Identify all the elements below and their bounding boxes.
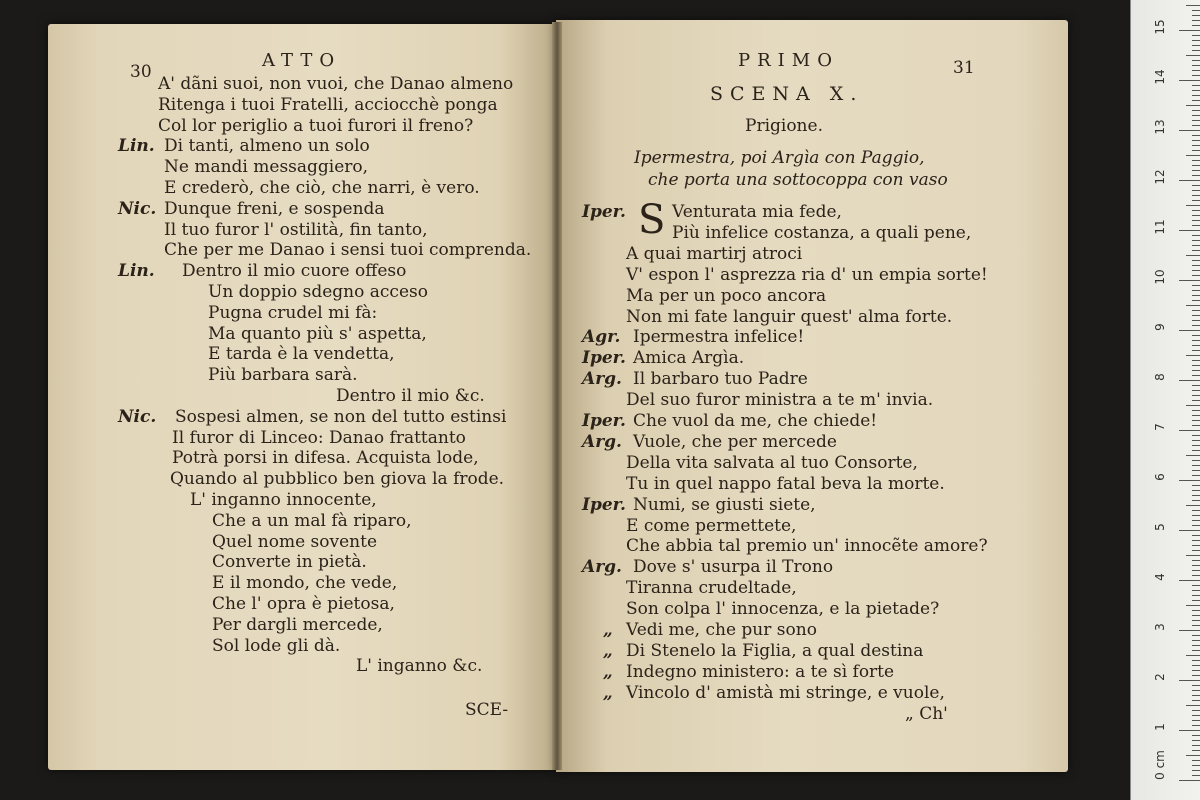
speaker-label: Lin. [118,136,155,157]
ruler-tick [1192,610,1200,611]
ruler-tick [1179,80,1200,81]
stage-direction-2: che porta una sottocoppa con vaso [648,170,948,190]
ruler-tick [1186,155,1200,156]
ruler-label: 14 [1153,69,1167,85]
ruler-tick [1192,460,1200,461]
verse-line: Di Stenelo la Figlia, a qual destina [626,640,924,661]
verse-line: E come permettete, [626,515,797,536]
ruler-tick [1192,550,1200,551]
right-catchword: „ Ch' [905,704,948,724]
ruler-tick [1186,755,1200,756]
ruler-tick [1192,395,1200,396]
verse-line: Dentro il mio cuore offeso [182,261,407,282]
ruler-label: 7 [1153,423,1167,431]
verse-line: Della vita salvata al tuo Consorte, [626,452,918,473]
ruler-tick [1192,445,1200,446]
ruler-label: 3 [1153,623,1167,631]
verse-line: Tu in quel nappo fatal beva la morte. [626,473,945,494]
verse-line: Vuole, che per mercede [633,431,837,452]
verse-line: Son colpa l' innocenza, e la pietade? [626,599,940,620]
verse-line: Venturata mia fede, [672,202,842,222]
ruler-tick [1192,160,1200,161]
ruler-tick [1192,245,1200,246]
ruler-label: 11 [1153,219,1167,235]
ruler-tick [1192,190,1200,191]
ruler-tick [1192,335,1200,336]
ruler-tick [1192,665,1200,666]
ruler-tick [1192,510,1200,511]
verse-line: Ne mandi messaggiero, [164,157,369,178]
verse-line: Converte in pietà. [212,552,367,573]
ruler-tick [1192,715,1200,716]
left-page-number: 30 [130,62,152,82]
ruler-tick [1192,50,1200,51]
ruler-tick [1179,180,1200,181]
book-gutter [552,22,562,770]
speaker-label: „ [603,661,613,682]
ruler-tick [1192,270,1200,271]
verse-line: E tarda è la vendetta, [208,344,395,365]
ruler-tick [1192,200,1200,201]
ruler-tick [1186,555,1200,556]
ruler-label: 6 [1153,473,1167,481]
ruler-tick [1192,425,1200,426]
verse-line: Ipermestra infelice! [633,327,805,348]
speaker-label: Arg. [582,431,622,452]
ruler-tick [1192,85,1200,86]
ruler-tick [1186,5,1200,6]
ruler-tick [1192,170,1200,171]
ruler-tick [1192,440,1200,441]
ruler-tick [1192,265,1200,266]
verse-line: L' inganno &c. [356,656,483,677]
ruler-tick [1186,55,1200,56]
ruler-label: 1 [1153,723,1167,731]
ruler-tick [1192,210,1200,211]
ruler-tick [1192,250,1200,251]
ruler-tick [1179,330,1200,331]
ruler-tick [1192,215,1200,216]
ruler-tick [1192,290,1200,291]
ruler-tick [1192,60,1200,61]
ruler-tick [1192,710,1200,711]
ruler-tick [1192,740,1200,741]
verse-line: L' inganno innocente, [190,490,377,510]
ruler-tick [1192,150,1200,151]
ruler-tick [1192,720,1200,721]
ruler-tick [1192,185,1200,186]
ruler-label: 8 [1153,373,1167,381]
ruler-tick [1192,320,1200,321]
left-catchword: SCE- [465,700,509,720]
scene-title: SCENA X. [710,83,864,105]
ruler-tick [1192,660,1200,661]
verse-line: Vincolo d' amistà mi stringe, e vuole, [626,682,945,703]
ruler-tick [1192,20,1200,21]
ruler-tick [1192,285,1200,286]
drop-cap: S [638,197,666,243]
ruler-tick [1192,500,1200,501]
ruler-tick [1192,635,1200,636]
verse-line: Il barbaro tuo Padre [633,369,808,390]
verse-line: Indegno ministero: a te sì forte [626,661,895,682]
ruler-tick [1179,230,1200,231]
ruler-tick [1192,295,1200,296]
verse-line: Che vuol da me, che chiede! [633,411,878,431]
verse-line: Amica Argìa. [633,348,745,369]
ruler-label: 13 [1153,119,1167,135]
verse-line: Dentro il mio &c. [336,386,485,406]
ruler-tick [1192,110,1200,111]
ruler-tick [1192,700,1200,701]
ruler-tick [1192,390,1200,391]
ruler-tick [1192,540,1200,541]
ruler-tick [1192,45,1200,46]
speaker-label: Agr. [582,327,621,348]
ruler-tick [1192,125,1200,126]
ruler-tick [1192,315,1200,316]
speaker-label: Iper. [582,348,626,369]
ruler-tick [1192,220,1200,221]
ruler-tick [1179,730,1200,731]
ruler-tick [1192,650,1200,651]
ruler-label: 0 cm [1153,750,1167,780]
ruler-tick [1192,25,1200,26]
ruler-tick [1192,365,1200,366]
ruler-tick [1179,480,1200,481]
ruler-label: 15 [1153,19,1167,35]
ruler-tick [1192,415,1200,416]
ruler-tick [1192,235,1200,236]
verse-line: Sospesi almen, se non del tutto estinsi [175,406,507,427]
verse-line: Non mi fate languir quest' alma forte. [626,306,953,327]
scene-setting: Prigione. [745,116,823,136]
ruler-tick [1192,165,1200,166]
verse-line: Quel nome sovente [212,531,378,552]
ruler-tick [1192,75,1200,76]
verse-line: V' espon l' asprezza ria d' un empia sorte! [626,264,988,285]
ruler-tick [1192,435,1200,436]
ruler-tick [1192,450,1200,451]
ruler-tick [1192,570,1200,571]
ruler-label: 12 [1153,169,1167,185]
ruler-tick [1186,505,1200,506]
ruler-tick [1192,175,1200,176]
ruler-tick [1192,385,1200,386]
ruler-tick [1192,325,1200,326]
ruler-tick [1192,225,1200,226]
ruler-tick [1192,10,1200,11]
ruler-tick [1179,680,1200,681]
ruler-tick [1179,530,1200,531]
ruler-tick [1179,280,1200,281]
ruler-tick [1192,520,1200,521]
ruler-tick [1192,100,1200,101]
verse-line: Tiranna crudeltade, [626,578,797,599]
ruler-tick [1192,465,1200,466]
ruler-tick [1192,420,1200,421]
ruler-tick [1192,345,1200,346]
verse-line: Che abbia tal premio un' innocẽte amore? [626,536,988,557]
ruler-tick [1192,65,1200,66]
speaker-label: Iper. [582,494,626,515]
verse-line: Più barbara sarà. [208,365,358,386]
verse-line: Che a un mal fà riparo, [212,510,412,531]
speaker-label: „ [603,640,613,661]
ruler-tick [1192,590,1200,591]
ruler-tick [1192,370,1200,371]
speaker-label: Iper. [582,411,626,431]
verse-line: Il tuo furor l' ostilità, fin tanto, [164,219,428,240]
ruler-tick [1186,255,1200,256]
verse-line: Ma per un poco ancora [626,285,827,306]
ruler-tick [1186,305,1200,306]
ruler-tick [1192,300,1200,301]
ruler-tick [1192,545,1200,546]
verse-line: Di tanti, almeno un solo [164,136,370,157]
ruler-tick [1192,195,1200,196]
verse-line: Dove s' usurpa il Trono [633,557,834,578]
ruler-tick [1192,725,1200,726]
ruler-tick [1192,475,1200,476]
speaker-label: „ [603,682,613,703]
ruler-tick [1192,675,1200,676]
ruler-tick [1192,120,1200,121]
ruler-tick [1192,625,1200,626]
ruler-tick [1192,90,1200,91]
ruler-tick [1192,645,1200,646]
speaker-label: „ [603,620,613,640]
ruler-tick [1192,535,1200,536]
ruler-label: 4 [1153,573,1167,581]
ruler-tick [1179,130,1200,131]
ruler-tick [1192,70,1200,71]
ruler-tick [1192,695,1200,696]
right-running-head: PRIMO [738,50,839,71]
ruler-label: 10 [1153,269,1167,285]
ruler-tick [1179,630,1200,631]
ruler-tick [1186,705,1200,706]
ruler-tick [1192,670,1200,671]
ruler-tick [1192,585,1200,586]
verse-line: Che l' opra è pietosa, [212,594,395,614]
speaker-label: Arg. [582,369,622,390]
ruler-tick [1192,400,1200,401]
ruler-tick [1192,735,1200,736]
verse-line: Vedi me, che pur sono [626,620,817,640]
ruler-tick [1186,405,1200,406]
ruler-tick [1192,470,1200,471]
ruler-tick [1192,40,1200,41]
verse-line: Un doppio sdegno acceso [208,282,428,302]
ruler-tick [1192,750,1200,751]
verse-line: Col lor periglio a tuoi furori il freno? [158,115,474,136]
ruler-tick [1186,205,1200,206]
verse-line: Quando al pubblico ben giova la frode. [170,469,505,490]
ruler-tick [1192,240,1200,241]
verse-line: Ritenga i tuoi Fratelli, acciocchè ponga [158,94,498,115]
ruler-tick [1179,580,1200,581]
verse-line: Sol lode gli dà. [212,635,341,656]
ruler-tick [1192,35,1200,36]
ruler-tick [1192,140,1200,141]
verse-line: A quai martirj atroci [626,243,803,264]
ruler-tick [1192,620,1200,621]
ruler-tick [1192,15,1200,16]
ruler-tick [1186,105,1200,106]
ruler-tick [1179,780,1200,781]
verse-line: Che per me Danao i sensi tuoi comprenda. [164,240,532,261]
ruler-tick [1179,30,1200,31]
speaker-label: Nic. [118,198,157,219]
verse-line: A' dãni suoi, non vuoi, che Danao almeno [158,74,514,94]
right-page-number: 31 [953,58,975,78]
ruler-tick [1192,745,1200,746]
ruler-tick [1192,350,1200,351]
ruler-label: 5 [1153,523,1167,531]
speaker-label: Iper. [582,202,626,222]
verse-line: Ma quanto più s' aspetta, [208,323,427,344]
verse-line: Per dargli mercede, [212,614,383,635]
ruler-tick [1192,495,1200,496]
speaker-label: Nic. [118,406,157,427]
ruler-tick [1186,655,1200,656]
ruler-tick [1192,275,1200,276]
ruler-tick [1179,380,1200,381]
ruler-tick [1192,685,1200,686]
ruler-tick [1192,770,1200,771]
verse-line: Pugna crudel mi fà: [208,302,378,323]
left-running-head: ATTO [262,50,342,71]
ruler-tick [1192,560,1200,561]
ruler-tick [1192,775,1200,776]
verse-line: Potrà porsi in difesa. Acquista lode, [172,448,479,469]
ruler-tick [1192,565,1200,566]
ruler-tick [1192,310,1200,311]
ruler-tick [1192,490,1200,491]
verse-line: Più infelice costanza, a quali pene, [672,222,972,243]
ruler-tick [1192,410,1200,411]
verse-line: E crederò, che ciò, che narri, è vero. [164,178,480,198]
ruler-tick [1192,525,1200,526]
ruler-tick [1186,605,1200,606]
verse-line: E il mondo, che vede, [212,573,398,594]
ruler-tick [1192,600,1200,601]
ruler-tick [1186,455,1200,456]
ruler-tick [1192,115,1200,116]
verse-line: Dunque freni, e sospenda [164,198,385,219]
ruler-tick [1192,760,1200,761]
ruler-tick [1192,360,1200,361]
ruler-tick [1192,690,1200,691]
ruler-tick [1192,145,1200,146]
ruler-tick [1192,375,1200,376]
ruler-tick [1192,260,1200,261]
stage-direction-1: Ipermestra, poi Argìa con Paggio, [634,148,925,168]
ruler-tick [1192,640,1200,641]
ruler-tick [1192,95,1200,96]
speaker-label: Lin. [118,261,155,282]
verse-line: Il furor di Linceo: Danao frattanto [172,427,466,448]
verse-line: Numi, se giusti siete, [633,494,816,515]
ruler-tick [1186,355,1200,356]
ruler-label: 2 [1153,673,1167,681]
verse-line: Del suo furor ministra a te m' invia. [626,390,934,411]
ruler-tick [1192,485,1200,486]
speaker-label: Arg. [582,557,622,578]
ruler-tick [1192,135,1200,136]
ruler-tick [1192,515,1200,516]
ruler-tick [1179,430,1200,431]
ruler-tick [1192,340,1200,341]
ruler-tick [1192,595,1200,596]
ruler-tick [1192,765,1200,766]
measurement-ruler [1130,0,1200,800]
ruler-tick [1192,615,1200,616]
ruler-label: 9 [1153,323,1167,331]
ruler-tick [1192,575,1200,576]
